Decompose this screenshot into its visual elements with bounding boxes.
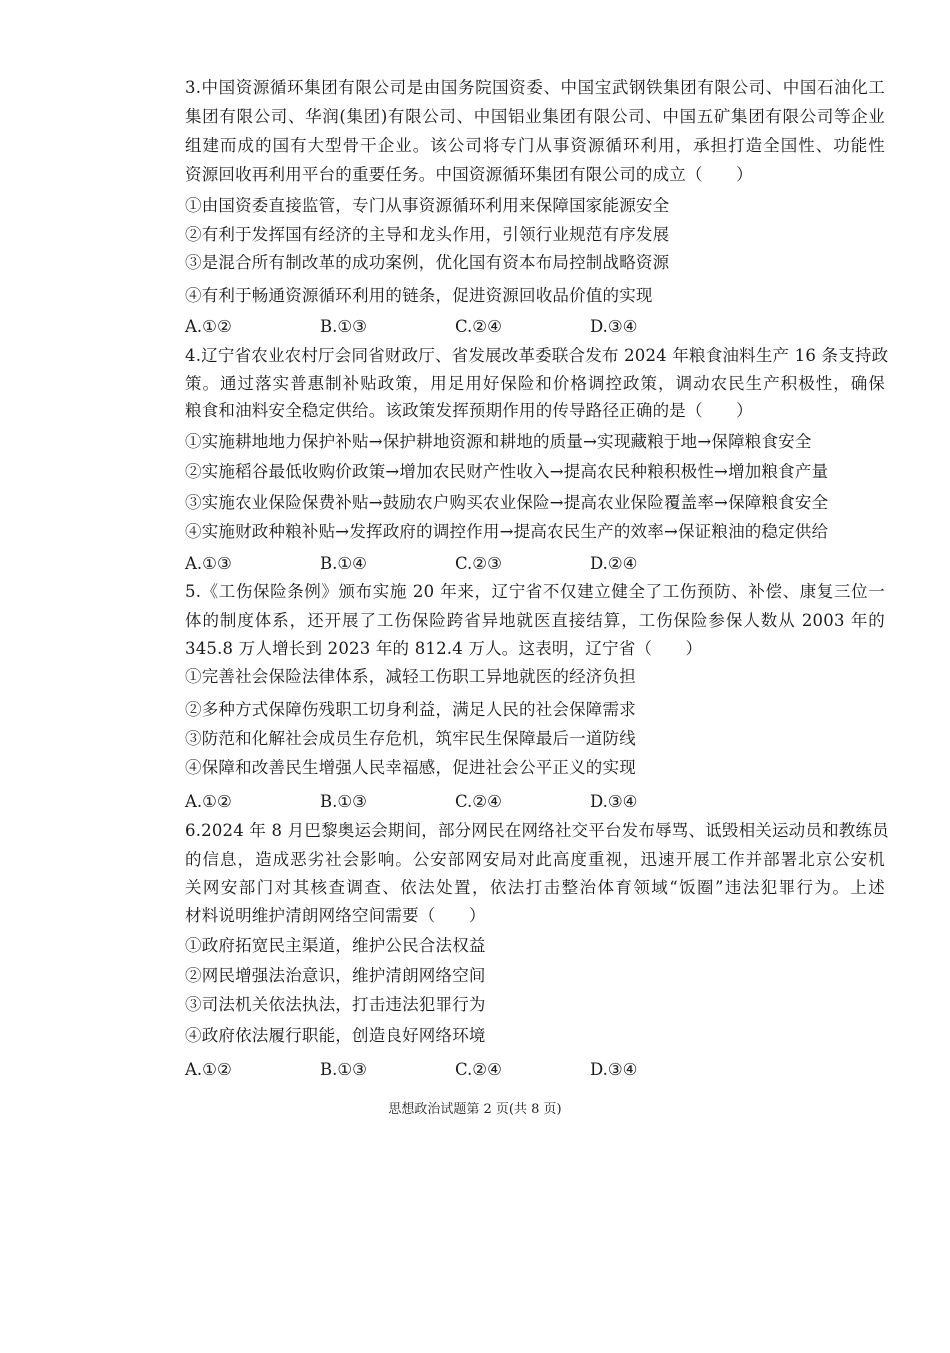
question-6-statement-2: ②网民增强法治意识，维护清朗网络空间 xyxy=(185,966,486,985)
question-6-stem-line-3: 关网安部门对其核查调查、依法处置，依法打击整治体育领域“饭圈”违法犯罪行为。上述 xyxy=(185,878,885,897)
question-4-statement-1: ①实施耕地地力保护补贴→保护耕地资源和耕地的质量→实现藏粮于地→保障粮食安全 xyxy=(185,432,812,451)
question-4-stem-line-3: 粮食和油料安全稳定供给。该政策发挥预期作用的传导路径正确的是（ ） xyxy=(185,401,753,420)
question-3-stem-line-2: 集团有限公司、华润(集团)有限公司、中国铝业集团有限公司、中国五矿集团有限公司等企业 xyxy=(185,107,885,126)
question-5-statement-3: ③防范和化解社会成员生存危机，筑牢民生保障最后一道防线 xyxy=(185,729,636,748)
question-5-choice-a[interactable]: A.①② xyxy=(185,792,232,811)
question-6-stem-line-4: 材料说明维护清朗网络空间需要（ ） xyxy=(185,906,486,925)
page-footer: 思想政治试题第 2 页(共 8 页) xyxy=(388,1102,562,1117)
question-4-choice-a[interactable]: A.①③ xyxy=(185,554,232,573)
question-4-choice-d[interactable]: D.②④ xyxy=(590,554,638,573)
question-5-stem-line-3: 345.8 万人增长到 2023 年的 812.4 万人。这表明，辽宁省（ ） xyxy=(185,639,703,658)
question-5-statement-1: ①完善社会保险法律体系，减轻工伤职工异地就医的经济负担 xyxy=(185,667,636,686)
question-3-statement-4: ④有利于畅通资源循环利用的链条，促进资源回收品价值的实现 xyxy=(185,286,653,305)
question-5-choice-d[interactable]: D.③④ xyxy=(590,792,638,811)
question-3-choice-a[interactable]: A.①② xyxy=(185,317,232,336)
question-5-choice-c[interactable]: C.②④ xyxy=(455,792,502,811)
question-3-statement-1: ①由国资委直接监管，专门从事资源循环利用来保障国家能源安全 xyxy=(185,196,670,215)
question-3-choice-c[interactable]: C.②④ xyxy=(455,317,502,336)
question-5-choice-b[interactable]: B.①③ xyxy=(320,792,367,811)
question-6-choice-b[interactable]: B.①③ xyxy=(320,1060,367,1079)
question-3-stem-line-1: 3.中国资源循环集团有限公司是由国务院国资委、中国宝武钢铁集团有限公司、中国石油化工 xyxy=(185,78,885,97)
question-4-stem-line-1: 4.辽宁省农业农村厅会同省财政厅、省发展改革委联合发布 2024 年粮食油料生产 16 条支持政 xyxy=(185,346,889,365)
question-6-choice-d[interactable]: D.③④ xyxy=(590,1060,638,1079)
question-6-stem-line-1: 6.2024 年 8 月巴黎奥运会期间，部分网民在网络社交平台发布辱骂、诋毁相关运动员和教练员 xyxy=(185,821,889,840)
question-3-stem-line-3: 组建而成的国有大型骨干企业。该公司将专门从事资源循环利用，承担打造全国性、功能性 xyxy=(185,136,885,155)
question-6-statement-4: ④政府依法履行职能，创造良好网络环境 xyxy=(185,1026,486,1045)
question-4-statement-3: ③实施农业保险保费补贴→鼓励农户购买农业保险→提高农业保险覆盖率→保障粮食安全 xyxy=(185,493,829,512)
question-6-stem-line-2: 的信息，造成恶劣社会影响。公安部网安局对此高度重视，迅速开展工作并部署北京公安机 xyxy=(185,850,885,869)
question-3-stem-line-4: 资源回收再利用平台的重要任务。中国资源循环集团有限公司的成立（ ） xyxy=(185,165,753,184)
question-4-choice-c[interactable]: C.②③ xyxy=(455,554,502,573)
question-6-choice-c[interactable]: C.②④ xyxy=(455,1060,502,1079)
question-6-statement-1: ①政府拓宽民主渠道，维护公民合法权益 xyxy=(185,936,486,955)
question-5-stem-line-1: 5.《工伤保险条例》颁布实施 20 年来，辽宁省不仅建立健全了工伤预防、补偿、康复三位一 xyxy=(185,582,885,601)
question-6-choice-a[interactable]: A.①② xyxy=(185,1060,232,1079)
question-4-choice-b[interactable]: B.①④ xyxy=(320,554,367,573)
question-3-statement-2: ②有利于发挥国有经济的主导和龙头作用，引领行业规范有序发展 xyxy=(185,225,670,244)
question-6-statement-3: ③司法机关依法执法，打击违法犯罪行为 xyxy=(185,995,486,1014)
question-4-statement-4: ④实施财政种粮补贴→发挥政府的调控作用→提高农民生产的效率→保证粮油的稳定供给 xyxy=(185,522,829,541)
question-5-statement-2: ②多种方式保障伤残职工切身利益，满足人民的社会保障需求 xyxy=(185,700,636,719)
question-5-stem-line-2: 体的制度体系，还开展了工伤保险跨省异地就医直接结算，工伤保险参保人数从 2003 年的 xyxy=(185,611,885,630)
question-4-statement-2: ②实施稻谷最低收购价政策→增加农民财产性收入→提高农民种粮积极性→增加粮食产量 xyxy=(185,462,829,481)
question-5-statement-4: ④保障和改善民生增强人民幸福感，促进社会公平正义的实现 xyxy=(185,758,636,777)
question-3-choice-d[interactable]: D.③④ xyxy=(590,317,638,336)
question-3-statement-3: ③是混合所有制改革的成功案例，优化国有资本布局控制战略资源 xyxy=(185,253,670,272)
question-3-choice-b[interactable]: B.①③ xyxy=(320,317,367,336)
question-4-stem-line-2: 策。通过落实普惠制补贴政策，用足用好保险和价格调控政策，调动农民生产积极性，确保 xyxy=(185,374,885,393)
